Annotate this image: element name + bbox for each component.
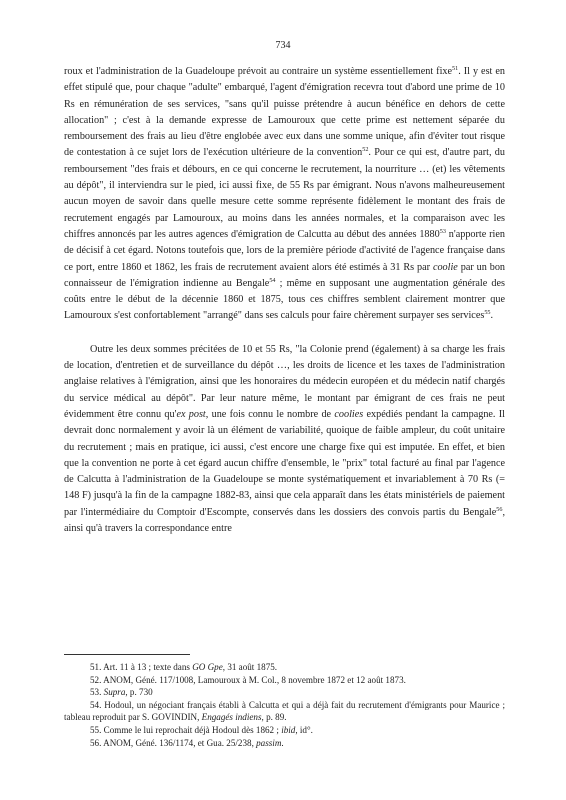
footnote-55: 55. Comme le lui reprochait déjà Hodoul dès 1862 ; ibid, id°. <box>90 724 313 735</box>
paragraph-gap <box>64 325 505 342</box>
footnote-53: 53. Supra, p. 730 <box>90 687 153 698</box>
paragraph-2: Outre les deux sommes précitées de 10 et 55 Rs, "la Colonie prend (également) à sa charge les frais de location, d'entretien et de surveillance du dépôt …, les droits de licence et les taxes de l'administration anglaise relatives à l'émigration, ainsi que les honoraires du médecin européen et du médecin natif chargés du service médical au dépôt". Par leur nature même, le montant par émigrant de ces frais ne peut évidemment être connu qu'ex post, une fois connu le nombre de coolies expédiés pendant la campagne. Il devrait donc normalement y avoir là un élément de variabilité, quoique de faible ampleur, du coût unitaire du recrutement ; mais en pratique, ici aussi, c'est encore une charge fixe qui est imputée. En effet, et bien que la convention ne porte à cet égard aucun chiffre d'ensemble, le "prix" total facturé au final par l'agence de Calcutta à l'administration de la Guadeloupe se monte systématiquement et invariablement à 70 Rs (= 148 F) jusqu'à la fin de la campagne 1882-83, ainsi que cela apparaît dans les états ministériels de paiement par l'intermédiaire du Comptoir d'Escompte, conservés dans les dossiers des convois partis du Bengale$^{56}$, ainsi qu'à travers la correspondance entre <box>64 343 505 535</box>
footnote-ref-56[interactable]: 56 <box>496 505 503 513</box>
paragraph-1: roux et l'administration de la Guadeloupe prévoit au contraire un système essentiellement fixe$^{51}$. Il y est en effet stipulé que, pour chaque "adulte" embarqué, l'agent d'émigration recevra tout d'abord une prime de 10 Rs en rémunération de ses services, "sans qu'il puisse prétendre à aucun bénéfice en dehors de cette allocation" ; c'est à la demande expresse de Lamouroux que cette prime est nettement séparée du remboursement des frais au lieu d'être englobée avec eux dans une somme unique, afin d'éviter tout risque de contestation à ce sujet lors de l'exécution ultérieure de la convention$^{52}$. Pour ce qui est, d'autre part, du remboursement "des frais et débours, en ce qui concerne le recrutement, la nourriture … (et) les vêtements au dépôt", il interviendra sur le pied, ici aussi fixe, de 55 Rs par émigrant. Nous n'avons malheureusement aucun moyen de savoir dans quelle mesure cette somme représente fidèlement le montant des frais de recrutement engagés par Lamouroux, au moins dans les années normales, et la comparaison avec les chiffres annoncés par les autres agences d'émigration de Calcutta au début des années 1880$^{53}$ n'apporte rien de décisif à cet égard. Notons toutefois que, lors de la première période d'activité de l'agence française dans ce port, entre 1860 et 1862, les frais de recrutement avaient alors été estimés à 31 Rs par coolie par un bon connaisseur de l'émigration indienne au Bengale$^{54}$ ; même en supposant une augmentation générale des coûts entre le début de la décennie 1860 et 1875, tous ces chiffres semblent clairement montrer que Lamouroux s'est confortablement "arrangé" dans ses calculs pour faire chèrement surpayer ses services$^{55}$. <box>64 65 506 322</box>
footnote-ref-53[interactable]: 53 <box>439 227 446 235</box>
footnote-52: 52. ANOM, Géné. 117/1008, Lamouroux à M. Col., 8 novembre 1872 et 12 août 1873. <box>90 674 406 685</box>
footnote-ref-52[interactable]: 52 <box>362 146 369 154</box>
footnote-54: 54. Hodoul, un négociant français établi à Calcutta et qui a déjà fait du recrutement d'émigrants pour Maurice ; tableau reproduit par S. GOVINDIN, Engagés indiens, p. 89. <box>64 699 505 723</box>
page-number: 734 <box>275 40 291 51</box>
footnote-ref-55[interactable]: 55 <box>484 309 491 317</box>
footnote-ref-51[interactable]: 51 <box>452 65 459 72</box>
footnotes <box>64 661 505 749</box>
body-text <box>64 64 505 537</box>
footnote-divider <box>64 654 190 655</box>
footnote-56: 56. ANOM, Géné. 136/1174, et Gua. 25/238, passim. <box>90 737 284 748</box>
footnote-ref-54[interactable]: 54 <box>269 276 276 284</box>
footnote-51: 51. Art. 11 à 13 ; texte dans GO Gpe, 31 août 1875. <box>90 662 278 672</box>
